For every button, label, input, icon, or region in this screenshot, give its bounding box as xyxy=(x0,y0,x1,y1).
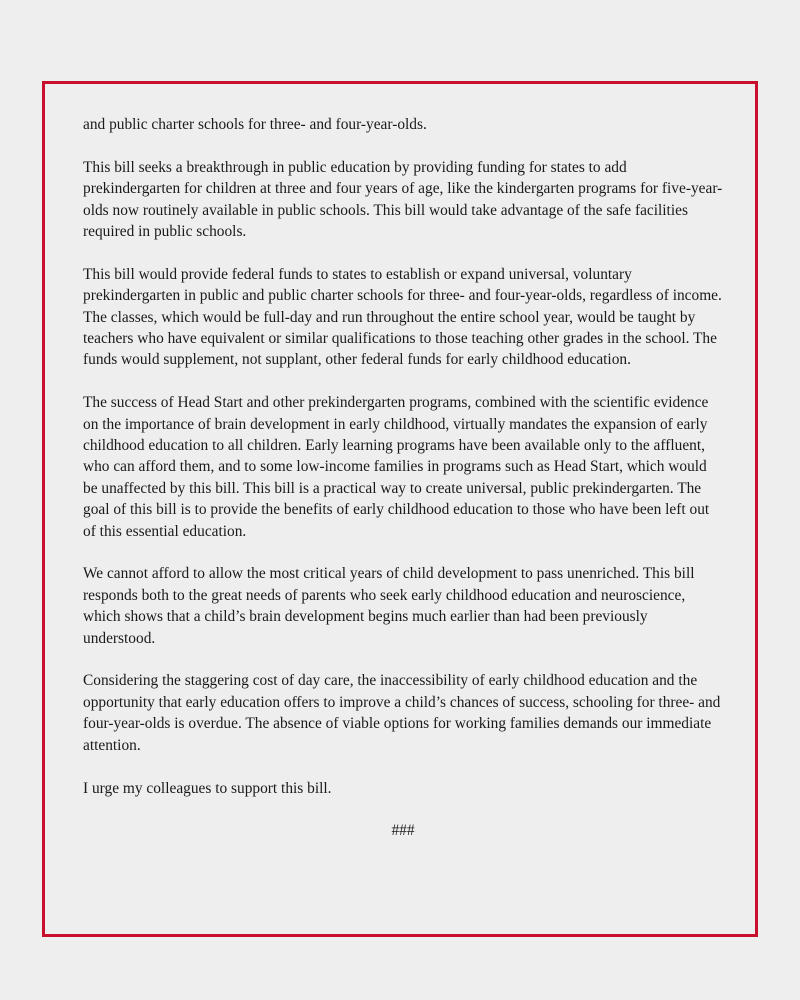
paragraph-head-start: The success of Head Start and other prekindergarten programs, combined with the scientific evidence on the importance of brain development in early childhood, virtually mandates the expansion of early childhood education to all children. Early learning programs have been available only to the affluent, who can afford them, and to some low-income families in programs such as Head Start, which would be unaffected by this bill. This bill is a practical way to create universal, public prekindergarten. The goal of this bill is to provide the benefits of early childhood education to those who have been left out of this essential education. xyxy=(83,394,710,540)
document-body xyxy=(83,114,723,863)
paragraph-closing: I urge my colleagues to support this bill. xyxy=(83,779,332,797)
paragraph-critical-years: We cannot afford to allow the most critical years of child development to pass unenriched. This bill responds both to the great needs of parents who seek early childhood education and neuroscience, which shows that a child’s brain development begins much earlier than had been previously understood. xyxy=(83,565,695,647)
paragraph-day-care-cost: Considering the staggering cost of day care, the inaccessibility of early childhood education and the opportunity that early education offers to improve a child’s chances of success, schooling for three- and four-year-olds is overdue. The absence of viable options for working families demands our immediate attention. xyxy=(83,672,721,754)
document-frame xyxy=(42,81,758,937)
paragraph-breakthrough: This bill seeks a breakthrough in public education by providing funding for states to add prekindergarten for children at three and four years of age, like the kindergarten programs for five-year-olds now routinely available in public schools. This bill would take advantage of the safe facilities required in public schools. xyxy=(83,158,723,241)
paragraph-continuation: and public charter schools for three- and four-year-olds. xyxy=(83,116,427,133)
paragraph-federal-funds: This bill would provide federal funds to states to establish or expand universal, voluntary prekindergarten in public and public charter schools for three- and four-year-olds, regardless of income. The classes, which would be full-day and run throughout the entire school year, would be taught by teachers who have equivalent or similar qualifications to those teaching other grades in the school. The funds would supplement, not supplant, other federal funds for early childhood education. xyxy=(83,265,722,369)
end-mark: ### xyxy=(391,822,415,840)
